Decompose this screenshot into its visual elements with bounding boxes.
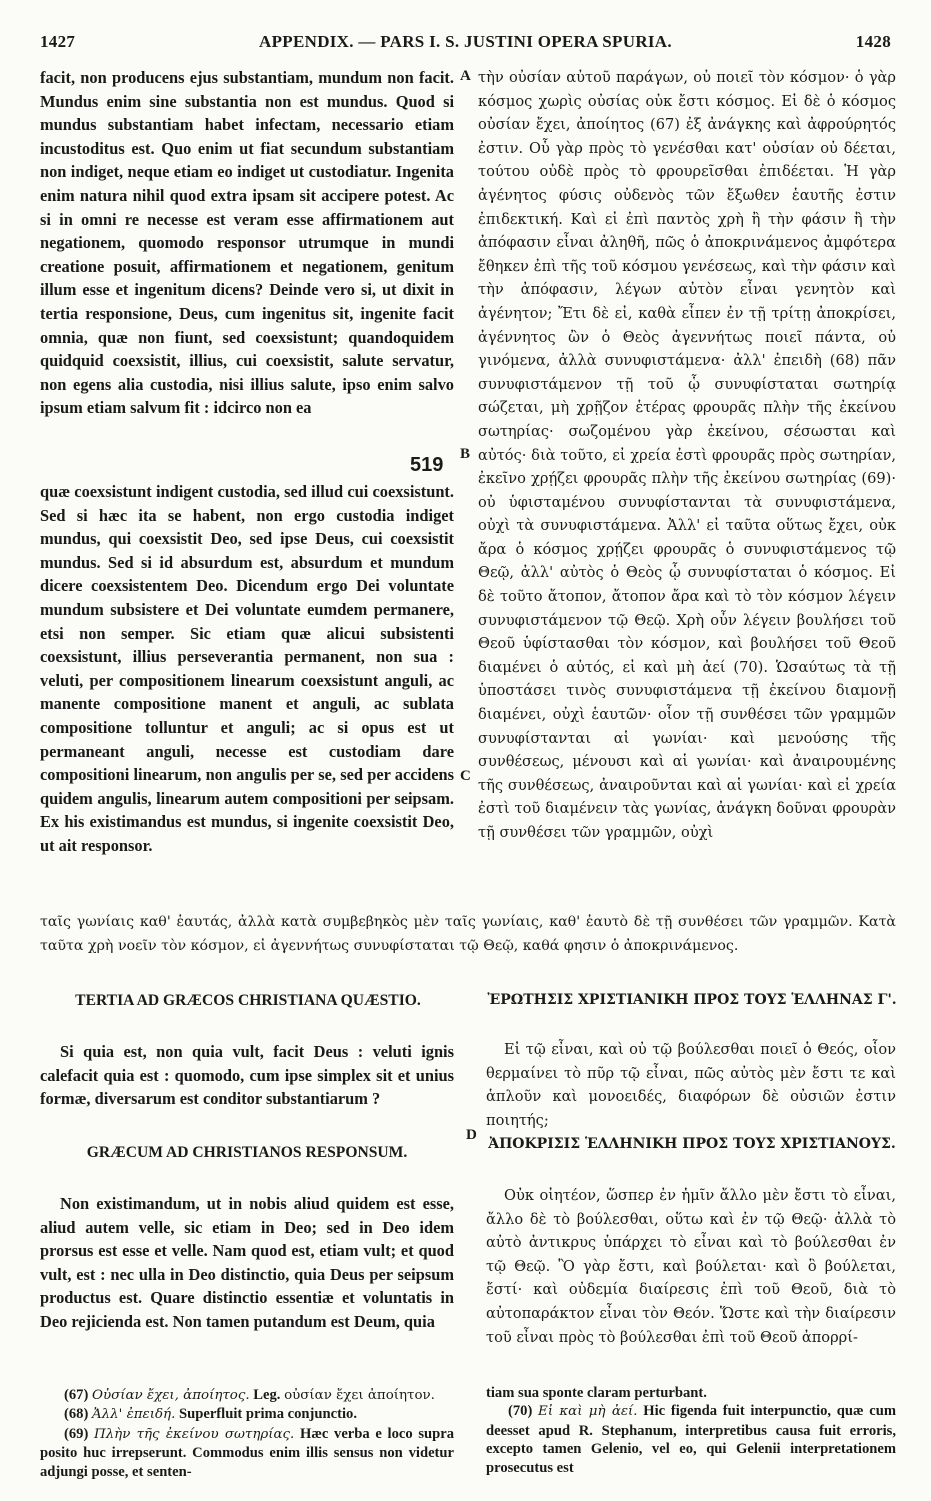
footnote-latin: Superfluit prima conjunctio. — [179, 1406, 357, 1423]
latin-question-heading: TERTIA AD GRÆCOS CHRISTIANA QUÆSTIO. — [75, 992, 421, 1009]
footnote-greek-reading: οὐσίαν ἔχει ἀποίητον. — [284, 1388, 435, 1403]
footnote-latin: Hæc verba e loco supra posito huc irrepserunt. Commodus enim illis sensus non videtur adjungi posse, et senten- — [40, 1425, 454, 1480]
right-column-number: 1428 — [855, 32, 891, 51]
latin-text-part1: facit, non producens ejus substantiam, mundum non facit. Mundus enim sine substantia non est mundus. Quod si mundus substantiam habet infectam, necessario etiam incustoditus est. Quo enim ut fiat secundum substantiam non indiget, neque etiam eo indiget ut custodiatur. Ingenita enim natura nihil quod extra ipsam sit accipere potest. Ac si in omni re necesse est veram esse affirmationem aut negationem, quomodo responsor utrumque in mundi creatione posuit, affirmationem et negationem, genitum illum esse et ingenitum dicens? Deinde vero si, ut dixit in tertia responsione, Deus, cum ingenitus sit, ingenite facit omnia, quæ non fiunt, sed coexsistunt; quandoquidem quidquid coexsistit, illius, cui coexsistit, salute servatur, non egens alia custodia, nisi illius salute, ipso enim salvo ipsum etiam salvum fit : idcirco non ea — [40, 68, 454, 418]
footnote-greek: Ἀλλ' ἐπειδή. — [91, 1407, 176, 1423]
greek-text: τὴν οὐσίαν αὐτοῦ παράγων, οὐ ποιεῖ τὸν κόσμον· ὁ γὰρ κόσμος χωρὶς οὐσίας οὐκ ἔστι κόσμος. Εἰ δὲ ὁ κόσμος οὐσίαν ἔχει, ἀποίητος (67) ἐξ ἀνάγκης καὶ ἀφρούρητός ἐστιν. Οὗ γὰρ πρὸς τὸ γενέσθαι κατ' οὐσίαν οὐ δέεται, τούτου οὐδὲ πρὸς τὸ φρουρεῖσθαι ἐπιδέεται. Ἡ γὰρ ἀγένητος φύσις οὐδενὸς τῶν ἔξωθεν ἑαυτῆς ἐστιν ἐπιδεκτική. Καὶ εἰ ἐπὶ παντὸς χρὴ ἢ τὴν φάσιν ἢ τὴν ἀπόφασιν εἶναι ἀληθῆ, πῶς ὁ ἀποκρινάμενος ἀμφότερα ἔθηκεν ἐπὶ τῆς τοῦ κόσμου γενέσεως, καὶ τὴν φάσιν καὶ τὴν ἀπόφασιν, λέγων αὐτὸν εἶναι γενητὸν καὶ ἀγένητον; Ἔτι δὲ εἰ, καθὰ εἶπεν ἐν τῇ τρίτῃ ἀποκρίσει, ἀγέννητος ὢν ὁ Θεὸς ἀγεννήτως ποιεῖ πάντα, οὐ γινόμενα, ἀλλὰ συνυφιστάμενα· ἀλλ' ἐπειδὴ (68) πᾶν συνυφιστάμενον τῇ τοῦ ᾧ συνυφίσταται σωτηρίᾳ σώζεται, μὴ χρῇζον ἑτέρας φρουρᾶς πλὴν τῆς ἐκείνου σωτηρίας· σωζομένου γὰρ ἐκείνου, σέσωσται καὶ αὐτός· διὰ τοῦτο, εἰ χρεία ἐστὶ φρουρᾶς πρὸς σωτηρίαν, ἐκεῖνο χρῄζει φρουρᾶς πλὴν τῆς ἐκείνου σωτηρίας (69)· οὐ ὑφισταμένου συνυφίστανται τὰ συνυφιστάμενα, οὐχὶ τὰ συνυφιστάμενα. Ἀλλ' εἰ ταῦτα οὕτως ἔχει, οὐκ ἄρα ὁ κόσμος χρῄζει φρουρᾶς ὁ συνυφιστάμενος τῷ Θεῷ, ἀλλ' αὐτὸς ὁ Θεὸς ᾧ συνυφίσταται ὁ κόσμος. Εἰ δὲ τοῦτο ἄτοπον, ἄτοπον ἄρα καὶ τὸ τὸν κόσμον λέγειν συνυφιστάμενον τῷ Θεῷ. Χρὴ οὖν λέγειν βουλήσει τοῦ Θεοῦ ὑφίστασθαι τὸν κόσμον, καὶ βουλήσει τοῦ Θεοῦ διαμένει ὁ αὐτός, εἰ καὶ μὴ ἀεί (70). Ὡσαύτως τὰ τῇ ὑποστάσει τινὸς συνυφιστάμενα τῇ ἐκείνου διαμονῇ διαμένει, οὐχὶ ἑαυτῶν· οἷον τῇ συνθέσει τῶν γραμμῶν συνυφίστανται αἱ γωνίαι· καὶ μενούσης τῆς συνθέσεως, μένουσι καὶ αἱ γωνίαι· καὶ ἀναιρουμένης τῆς συνθέσεως, ἀναιροῦνται καὶ αἱ γωνίαι· καὶ εἰ χρεία ἐστὶ τοῦ διαμένειν τὰς γωνίας, ἀνάγκη δοῦναι φρουρὰν τῇ συνθέσει τῶν γραμμῶν, οὐχὶ — [478, 69, 896, 841]
page-number: 519 — [410, 454, 444, 476]
footnote-number: (68) — [64, 1406, 89, 1423]
margin-letter-b: B — [460, 446, 471, 462]
greek-column — [478, 66, 896, 908]
running-header — [40, 32, 891, 58]
footnote-greek: Πλὴν τῆς ἐκείνου σωτηρίας. — [94, 1426, 295, 1442]
latin-response-heading: GRÆCUM AD CHRISTIANOS RESPONSUM. — [86, 1144, 408, 1161]
latin-column-lower — [40, 480, 454, 910]
running-title: APPENDIX. — PARS I. S. JUSTINI OPERA SPURIA. — [259, 32, 672, 51]
latin-column-upper — [40, 66, 454, 452]
footnotes-left — [40, 1386, 454, 1494]
footnote-number: (67) — [64, 1387, 89, 1403]
footnote-latin: Leg. — [253, 1387, 281, 1403]
greek-question-heading: ἘΡΩΤΗΣΙΣ ΧΡΙΣΤΙΑΝΙΚΗ ΠΡΟΣ ΤΟΥΣ ἙΛΛΗΝΑΣ Γ'. — [487, 992, 897, 1008]
footnote-69 — [40, 1425, 454, 1481]
greek-question-text: Εἰ τῷ εἶναι, καὶ οὐ τῷ βούλεσθαι ποιεῖ ὁ Θεός, οἷον θερμαίνει τὸ πῦρ τῷ εἶναι, πῶς αὐτὸς μὲν ἔστι τε καὶ ἁπλοῦν καὶ μονοειδές, διαφόρων δὲ οὐσιῶν ἐστιν ποιητής; — [486, 1041, 896, 1129]
footnotes-right — [486, 1384, 896, 1496]
latin-text-part2: quæ coexsistunt indigent custodia, sed illud cui coexsistunt. Sed si hæc ita se habent, non ergo custodia indiget mundus, qui coexsistit Deo, sed ipse Deus, cui coexsistit mundus. Sed si id absurdum est, absurdum et mundum dicere coexsistentem Deo. Dicendum ergo Dei voluntate mundum subsistere et Dei voluntate eumdem permanere, etsi non semper. Sic etiam quæ alicui subsistenti coexsistunt, illius perseverantia permanent, non sua : veluti, per compositionem linearum coexsistunt anguli, ac manente compositione manent et anguli, ac sublata compositione tolluntur et anguli; ac si opus est ut permaneant anguli, necesse est custodiam dare compositioni linearum, non angulis per se, sed per accidens quidem angulis, linearum autem compositioni per seipsam. Ex his existimandus est mundus, si ingenite coexsistit Deo, ut ait responsor. — [40, 482, 454, 855]
margin-letter-a: A — [460, 68, 471, 84]
margin-letter-c: C — [460, 768, 471, 784]
greek-response-heading: ἈΠΟΚΡΙΣΙΣ ἙΛΛΗΝΙΚΗ ΠΡΟΣ ΤΟΥΣ ΧΡΙΣΤΙΑΝΟΥΣ. — [488, 1136, 896, 1152]
footnote-latin: Hic figenda fuit interpunctio, quæ cum deesset apud R. Stephanum, interpretibus causa fuit erroris, excepto tamen Gelenio, vel eo, qui Gelenii interpretationem prosecutus est — [486, 1403, 896, 1476]
footnote-68 — [40, 1405, 454, 1424]
left-column-number: 1427 — [40, 32, 76, 51]
footnote-67 — [40, 1386, 454, 1405]
margin-letter-d: D — [466, 1127, 477, 1143]
greek-full-width: ταῖς γωνίαις καθ' ἑαυτάς, ἀλλὰ κατὰ συμβεβηκὸς μὲν ταῖς γωνίαις, καθ' ἑαυτὸ δὲ τῇ συνθέσει τῶν γραμμῶν. Κατὰ ταῦτα χρὴ νοεῖν τὸν κόσμον, εἰ ἀγεννήτως συνυφίσταται τῷ Θεῷ, καθά φησιν ὁ ἀποκρινάμενος. — [40, 914, 896, 954]
footnote-greek: Εἰ καὶ μὴ ἀεί. — [538, 1404, 638, 1420]
footnote-number: (69) — [64, 1425, 89, 1442]
latin-question-text: Si quia est, non quia vult, facit Deus : veluti ignis calefacit quia est : quomodo, cum ipse simplex sit et unius formæ, diversarum est conditor substantiarum ? — [40, 1042, 454, 1109]
greek-response-text: Οὐκ οἰητέον, ὥσπερ ἐν ἡμῖν ἄλλο μὲν ἔστι τὸ εἶναι, ἄλλο δὲ τὸ βούλεσθαι, οὕτω καὶ ἐν τῷ Θεῷ· ἀλλὰ τὸ αὐτὸ ἀντικρυς ὑπάρχει τὸ εἶναι καὶ τὸ βούλεσθαι ἐν τῷ Θεῷ. Ὃ γὰρ ἔστι, καὶ βούλεται· καὶ ὃ βούλεται, ἔστί· καὶ οὐδεμία διαίρεσις ἐπὶ τοῦ Θεοῦ, διὰ τὸ αὐτοπαράκτον εἶναι τὸν Θεόν. Ὥστε καὶ τὴν διαίρεσιν τοῦ εἶναι πρὸς τὸ βούλεσθαι ἐπὶ τοῦ Θεοῦ ἀπορρί- — [486, 1187, 896, 1346]
footnote-number: (70) — [508, 1403, 533, 1420]
latin-response-text: Non existimandum, ut in nobis aliud quidem est esse, aliud autem velle, sic etiam in Deo; sed in Deo idem prorsus est esse et velle. Nam quod est, etiam vult; et quod vult, est : nec ulla in Deo distinctio, quia Deus per seipsum productus est. Quare distinctio essentiæ et voluntatis in Deo rejicienda est. Non tamen putandum est Deum, quia — [40, 1194, 454, 1331]
footnote-70 — [486, 1402, 896, 1477]
footnote-greek: Οὐσίαν ἔχει, ἀποίητος. — [91, 1388, 250, 1403]
footnote-69-continuation: tiam sua sponte claram perturbant. — [486, 1385, 707, 1401]
